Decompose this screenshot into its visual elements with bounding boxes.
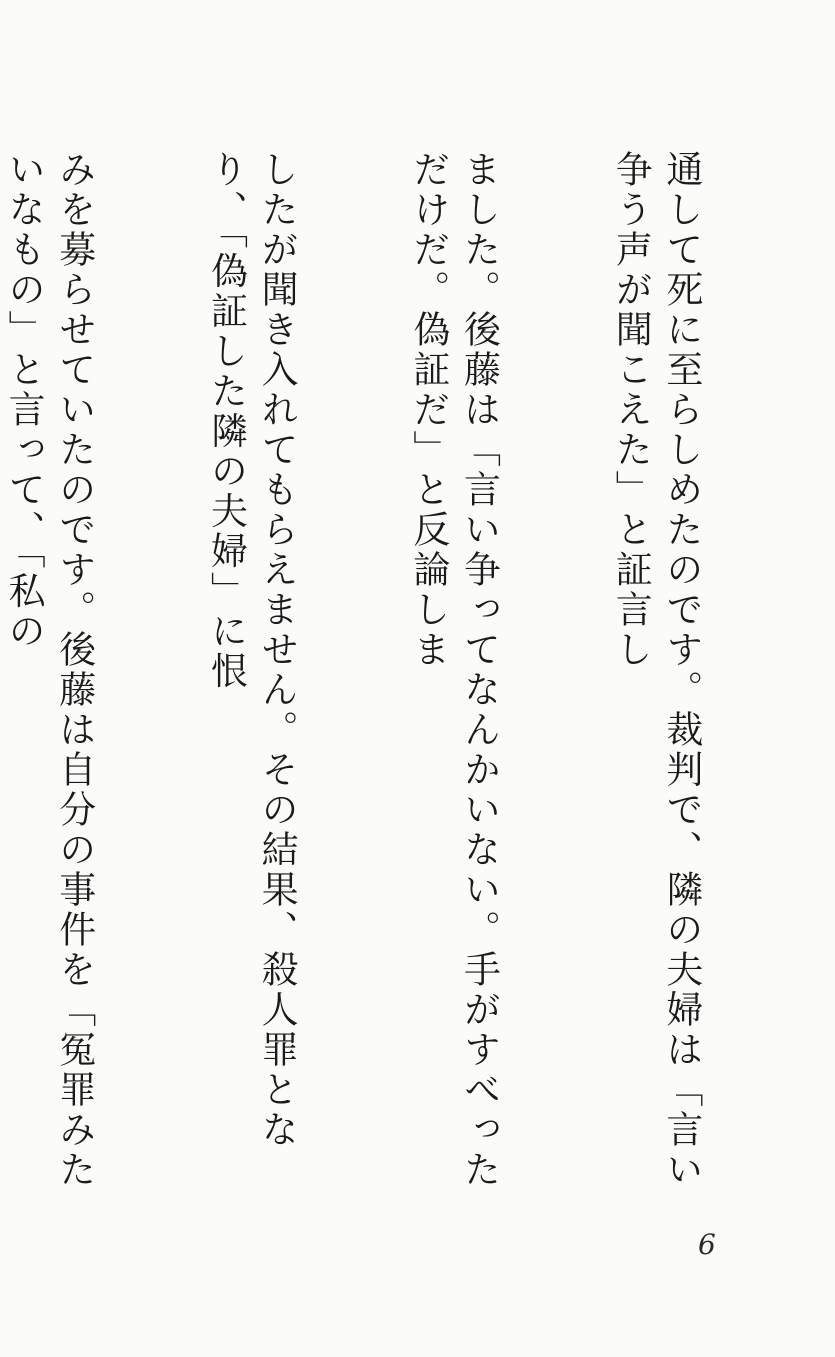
text-column-3: したが聞き入れてもらえません。その結果、殺人罪となり、「偽証した隣の夫婦」に恨	[204, 150, 299, 1150]
text-column-1: 通して死に至らしめたのです。裁判で、隣の夫婦は「言い争う声が聞こえた」と証言し	[609, 150, 703, 1190]
page-number: 6	[698, 1228, 716, 1261]
text-column-4: みを募らせていたのです。後藤は自分の事件を「冤罪みたいなもの」と言って、「私の	[2, 150, 96, 1190]
vertical-text-body	[0, 150, 807, 1212]
text-column-2: ました。後藤は「言い争ってなんかいない。手がすべっただけだ。偽証だ」と反論しま	[406, 150, 501, 1190]
